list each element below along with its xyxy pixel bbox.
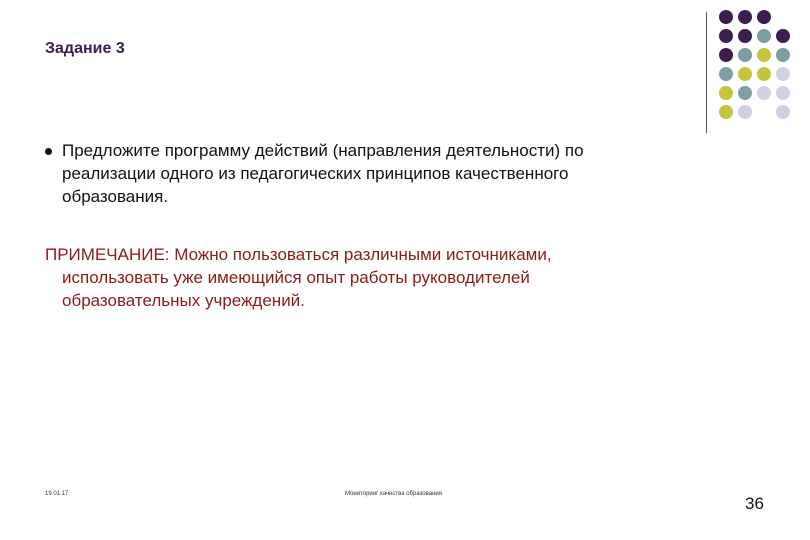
bullet-line-2: реализации одного из педагогических принципов качественного [62, 164, 569, 183]
decorative-dot [757, 67, 771, 81]
decorative-divider-line [706, 12, 707, 133]
decorative-dot [776, 105, 790, 119]
decorative-dot [776, 67, 790, 81]
slide-title: Задание 3 [45, 40, 125, 57]
decorative-dot [738, 29, 752, 43]
bullet-item [45, 139, 695, 208]
decorative-dot [719, 48, 733, 62]
decorative-dot [719, 67, 733, 81]
decorative-dot [776, 48, 790, 62]
note-line-1: ПРИМЕЧАНИЕ: Можно пользоваться различными источниками, [45, 245, 552, 264]
decorative-dot [738, 105, 752, 119]
decorative-dot [719, 105, 733, 119]
decorative-dot-grid [0, 0, 810, 140]
bullet-text [45, 139, 695, 208]
footer-title: Мониторинг качества образования [345, 491, 443, 497]
bullet-icon [45, 148, 52, 155]
decorative-dot [738, 86, 752, 100]
decorative-dot [757, 86, 771, 100]
decorative-dot [757, 29, 771, 43]
note-paragraph [45, 243, 695, 312]
decorative-dot [719, 86, 733, 100]
decorative-dot [757, 48, 771, 62]
decorative-dot [757, 10, 771, 24]
decorative-dot [738, 48, 752, 62]
note-line-2: использовать уже имеющийся опыт работы руководителей [62, 268, 530, 287]
bullet-line-1: Предложите программу действий (направления деятельности) по [62, 141, 584, 160]
decorative-dot [719, 29, 733, 43]
decorative-dot [776, 86, 790, 100]
decorative-dot [738, 10, 752, 24]
page-number: 36 [745, 494, 764, 513]
footer-date: 19.01.17 [45, 491, 69, 497]
bullet-line-3: образования. [62, 187, 169, 206]
decorative-dot [738, 67, 752, 81]
decorative-dot [776, 29, 790, 43]
note-line-3: образовательных учреждений. [62, 291, 305, 310]
decorative-dot [719, 10, 733, 24]
